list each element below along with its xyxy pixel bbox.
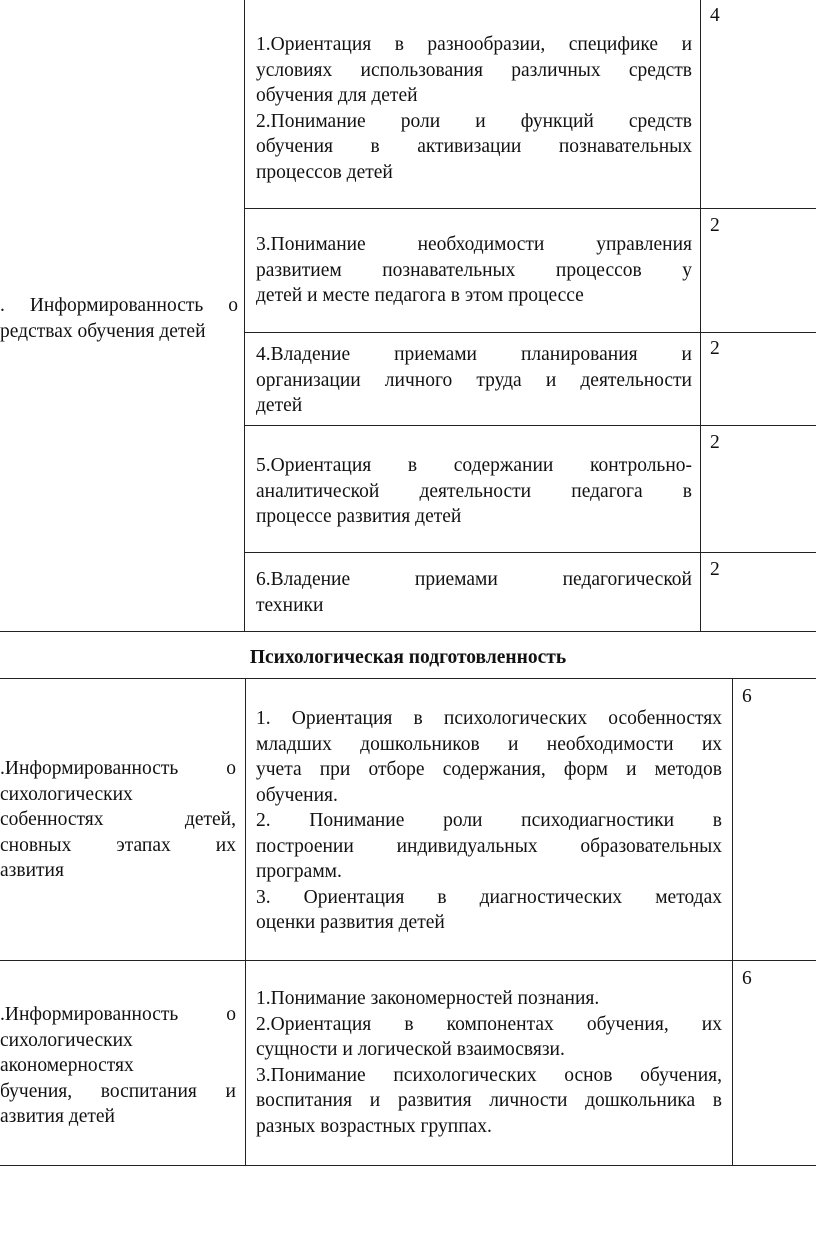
- s1-row-3-score: 2: [710, 338, 720, 359]
- s1-row-2-line: детей и месте педагога в этом процессе: [256, 285, 584, 306]
- s1-row-5-line: техники: [256, 594, 324, 616]
- s1-row-1-line: 2.Понимание роли и функций средств: [256, 110, 692, 132]
- s1-row-1-line: обучения в активизации познавательных: [256, 136, 692, 157]
- s2-row-2-line: воспитания и развития личности дошкольника в: [256, 1090, 722, 1111]
- s2-row-2-criterion-line: азвития детей: [0, 1106, 115, 1127]
- s1-row-divider-3: [244, 425, 816, 426]
- s2-row-2-criterion-line: бучения, воспитания и: [0, 1080, 236, 1102]
- s1-row-5-line: 6.Владение приемами педагогической: [256, 569, 692, 590]
- s2-row-2-line: 3.Понимание психологических основ обучения,: [256, 1064, 722, 1086]
- s2-row-1-line: младших дошкольников и необходимости их: [256, 733, 722, 755]
- s2-row-divider-1: [0, 960, 816, 961]
- s2-row-2-line: 2.Ориентация в компонентах обучения, их: [256, 1013, 722, 1035]
- s2-row-1-line: обучения.: [256, 784, 338, 806]
- s2-row-2-criterion-line: .Информированность о: [0, 1004, 236, 1025]
- s1-row-4-line: процессе развития детей: [256, 506, 462, 527]
- s2-row-1-score: 6: [742, 686, 752, 707]
- s2-top-border: [0, 678, 816, 679]
- s2-row-2-line: 1.Понимание закономерностей познания.: [256, 988, 600, 1009]
- s2-row-1-line: программ.: [256, 861, 342, 882]
- s1-row-divider-4: [244, 552, 816, 553]
- s2-row-1-criterion-line: собенностях детей,: [0, 809, 236, 830]
- s1-row-3-line: 4.Владение приемами планирования и: [256, 344, 692, 365]
- s1-row-1-text: [256, 32, 692, 185]
- s1-row-1-line: обучения для детей: [256, 85, 418, 106]
- s2-row-1-criterion-line: .Информированность о: [0, 758, 236, 779]
- s1-col-divider-1: [244, 0, 245, 631]
- s1-row-2-line: развитием познавательных процессов у: [256, 259, 692, 281]
- s1-criterion-line: редствах обучения детей: [0, 320, 206, 342]
- s2-row-1-line: 2. Понимание роли психодиагностики в: [256, 810, 722, 831]
- s2-row-2-criterion: [0, 1002, 236, 1130]
- s2-bottom-border: [0, 1165, 816, 1166]
- s1-criterion-line: . Информированность о: [0, 295, 238, 316]
- s1-row-3-line: детей: [256, 395, 303, 416]
- s1-row-4-line: аналитической деятельности педагога в: [256, 480, 692, 502]
- s1-row-2-text: [256, 232, 692, 309]
- s2-row-1-line: 3. Ориентация в диагностических методах: [256, 886, 722, 908]
- s2-row-2-score: 6: [742, 968, 752, 989]
- s1-row-1-line: условиях использования различных средств: [256, 59, 692, 81]
- s1-row-divider-1: [244, 208, 816, 209]
- section-title: Психологическая подготовленность: [249, 647, 567, 668]
- s2-row-2-line: сущности и логической взаимосвязи.: [256, 1039, 565, 1060]
- s1-row-2-line: 3.Понимание необходимости управления: [256, 234, 692, 255]
- s1-row-1-line: 1.Ориентация в разнообразии, специфике и: [256, 34, 692, 55]
- s1-row-2-score: 2: [710, 215, 720, 236]
- s2-row-1-line: 1. Ориентация в психологических особенностях: [256, 708, 722, 729]
- s1-row-3-text: [256, 342, 692, 419]
- s2-row-1-line: оценки развития детей: [256, 912, 445, 933]
- s2-row-1-criterion: [0, 756, 236, 884]
- s2-row-2-text: [256, 986, 722, 1139]
- s2-row-1-line: учета при отборе содержания, форм и методов: [256, 759, 722, 780]
- s2-row-1-criterion-line: сихологических: [0, 783, 133, 805]
- s2-row-2-criterion-line: сихологических: [0, 1029, 133, 1051]
- s2-row-2-criterion-line: акономерностях: [0, 1055, 134, 1076]
- s1-row-5-score: 2: [710, 559, 720, 580]
- s1-row-4-text: [256, 453, 692, 530]
- s1-row-4-line: 5.Ориентация в содержании контрольно-: [256, 455, 692, 476]
- s1-row-1-score: 4: [710, 5, 720, 26]
- s1-row-3-line: организации личного труда и деятельности: [256, 369, 692, 391]
- s2-row-2-line: разных возрастных группах.: [256, 1115, 492, 1137]
- s1-row-1-line: процессов детей: [256, 161, 393, 183]
- s1-col-divider-2: [700, 0, 701, 631]
- s2-row-1-criterion-line: азвития: [0, 860, 64, 881]
- s1-row-5-text: [256, 567, 692, 618]
- s2-col-divider-2: [732, 678, 733, 1166]
- s2-row-1-text: [256, 706, 722, 936]
- s2-col-divider-1: [245, 678, 246, 1166]
- s1-row-divider-2: [244, 332, 816, 333]
- s1-bottom-border: [0, 631, 816, 632]
- s1-row-4-score: 2: [710, 432, 720, 453]
- s2-row-1-criterion-line: сновных этапах их: [0, 834, 236, 856]
- s2-row-1-line: построении индивидуальных образовательных: [256, 835, 722, 857]
- s1-criterion: [0, 293, 238, 344]
